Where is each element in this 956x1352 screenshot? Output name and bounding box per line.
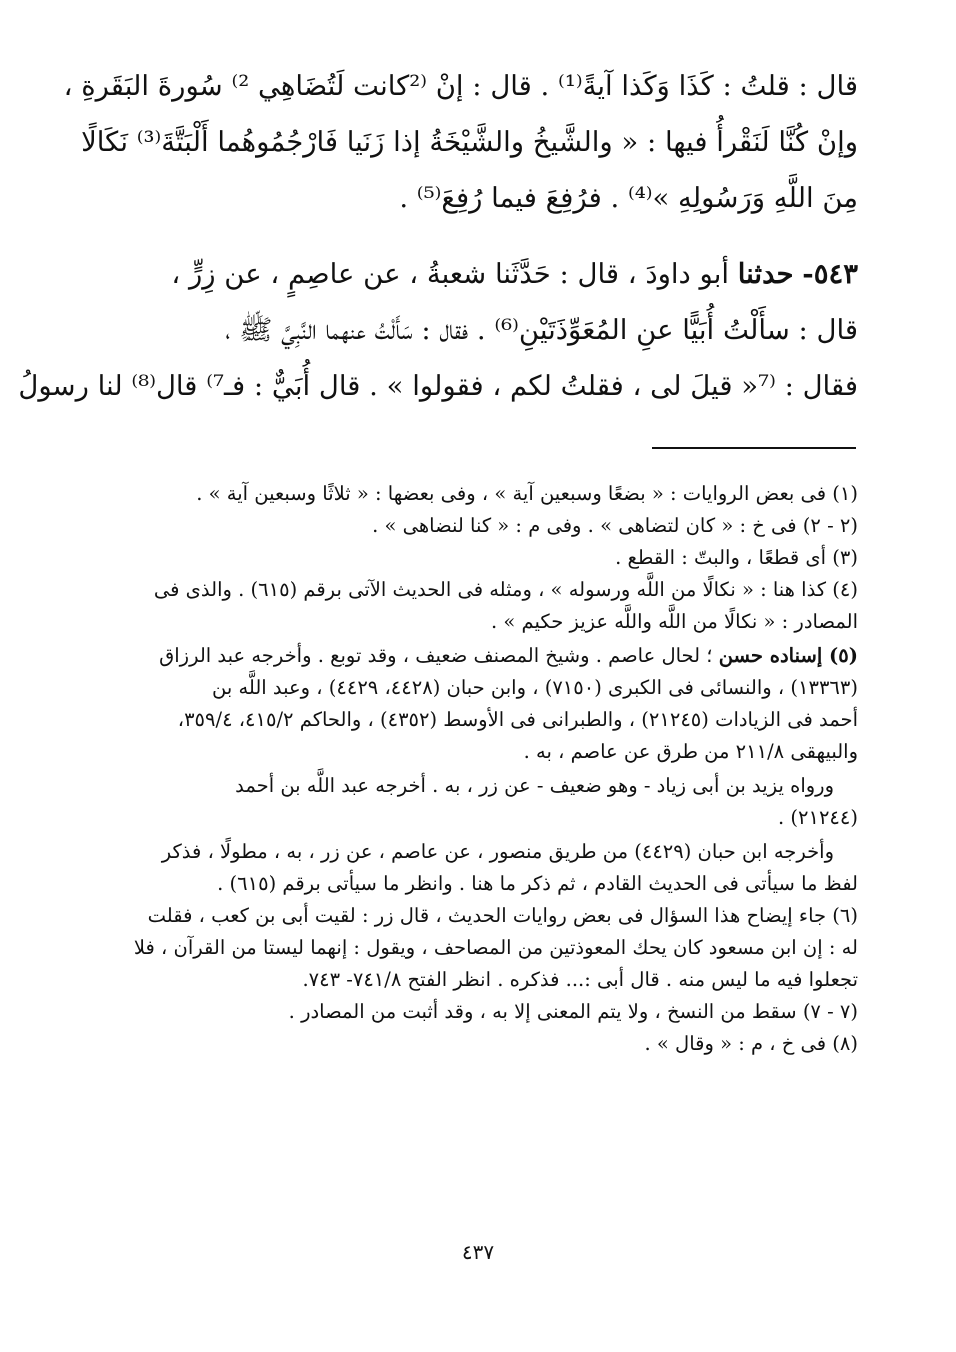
footnote-1: (١) فى بعض الروايات : « بضعًا وسبعين آية » ، وفى بعضها : « ثلاثًا وسبعين آية » . (196, 482, 858, 505)
footnote-8: (٨) فى خ ، م : « وقال » . (644, 1032, 858, 1055)
hadith-lead: حدثنا (737, 258, 794, 290)
hadith-chain: أبو داودَ ، قال : حَدَّثَنا شعبةُ ، عن عاصِمٍ ، عن زِرٍّ ، (171, 258, 729, 290)
main-line: مِنَ اللَّهِ وَرَسُولِهِ »⁽⁴⁾ . فرُفِعَ فيما رُفِعَ⁽⁵⁾ . (399, 182, 858, 214)
footnote-5-cont: أحمد فى الزيادات (٢١٢٤٥) ، والطبرانى فى الأوسط (٤٣٥٢) ، والحاكم ٤١٥/٢، ٣٥٩/٤، (177, 708, 858, 731)
footnote-5-para2-cont: (٢١٢٤٤) . (778, 806, 858, 829)
hadith-line: فقال : ⁽⁷« قيلَ لى ، فقلتُ لكم ، فقولوا » . قال أُبَيٌّ : فـ⁷⁾ قال⁽⁸⁾ لنا رسولُ (18, 370, 858, 402)
footnotes (130, 478, 858, 1060)
footnote-4: (٤) كذا هنا : « نكالًا من اللَّه ورسوله » ، ومثله فى الحديث الآتى برقم (٦١٥) . والذى فى (153, 578, 858, 601)
hadith-number: ٥٤٣- (802, 258, 858, 290)
footnote-5-lead: (٥) إسناده حسن (718, 644, 858, 667)
footnote-5-cont: والبيهقى ٢١١/٨ من طرق عن عاصم ، به . (523, 740, 858, 763)
footnote-6: (٦) جاء إيضاح هذا السؤال فى بعض روايات الحديث ، قال زر : لقيت أبى بن كعب ، فقلت (147, 904, 858, 927)
footnote-6-cont: تجعلوا فيه ما ليس منه . قال أبى :... فذكره . انظر الفتح ٧٤١/٨- ٧٤٣. (302, 968, 858, 991)
footnote-5-cont: (١٣٣٦٣) ، والنسائى فى الكبرى (٧١٥٠) ، وابن حبان (٤٤٢٨، ٤٤٢٩) ، وعبد اللَّه بن (211, 676, 858, 699)
footnote-5: (٥) إسناده حسن ؛ لحال عاصم . وشيخ المصنف ضعيف ، وقد توبع . وأخرجه عبد الرزاق (159, 644, 858, 667)
footnote-6-cont: له : إن ابن مسعود كان يحك المعوذتين من المصاحف ، ويقول : إنهما ليستا من القرآن ، فلا (133, 936, 858, 959)
footnote-5-para2: ورواه يزيد بن أبى زياد - وهو ضعيف - عن زر ، به . أخرجه عبد اللَّه بن أحمد (235, 774, 834, 797)
footnote-5-para3: وأخرجه ابن حبان (٤٤٢٩) من طريق منصور ، عن عاصم ، عن زر ، به ، مطولًا ، فذكر (161, 840, 834, 863)
footnote-3: (٣) أى قطعًا ، والبتّ : القطع . (615, 546, 858, 569)
hadith-line: قال : سأَلْتُ أُبَيًّا عنِ المُعَوِّذَتَيْنِ⁽⁶⁾ . فقال : سَأَلْتُ عنهما النَّبِيَّ ﷺ ، (225, 314, 858, 346)
footnote-2: (٢ - ٢) فى خ : « كان لتضاهى » . وفى م : « كنا لنضاهى » . (372, 514, 858, 537)
footnote-5-para3-cont: لفظ ما سيأتى فى الحديث القادم ، ثم ذكر ما هنا . وانظر ما سيأتى برقم (٦١٥) . (217, 872, 858, 895)
page-number: ٤٣٧ (461, 1240, 495, 1264)
footnote-4-cont: المصادر : « نكالًا من اللَّه واللَّه عزيز حكيم » . (491, 610, 858, 633)
main-line: قال : قلتُ : كَذَا وَكَذا آيةً⁽¹⁾ . قال : إنْ ⁽²كانت لَتُضَاهِي ²⁾ سُورةَ البَقَرةِ ، (63, 70, 858, 102)
hadith-heading-line (130, 246, 858, 302)
main-line: وإنْ كُنَّا لَنَقْرأُ فيها : « والشَّيخُ والشَّيْخَةُ إذا زَنَيا فَارْجُمُوهُما أَلْبَتَّةَ⁽³⁾ نَكَالًا (81, 126, 858, 158)
footnote-7: (٧ - ٧) سقط من النسخ ، ولا يتم المعنى إلا به ، وقد أثبت من المصادر . (288, 1000, 858, 1023)
footnote-divider (652, 447, 856, 449)
main-text (18, 58, 858, 414)
